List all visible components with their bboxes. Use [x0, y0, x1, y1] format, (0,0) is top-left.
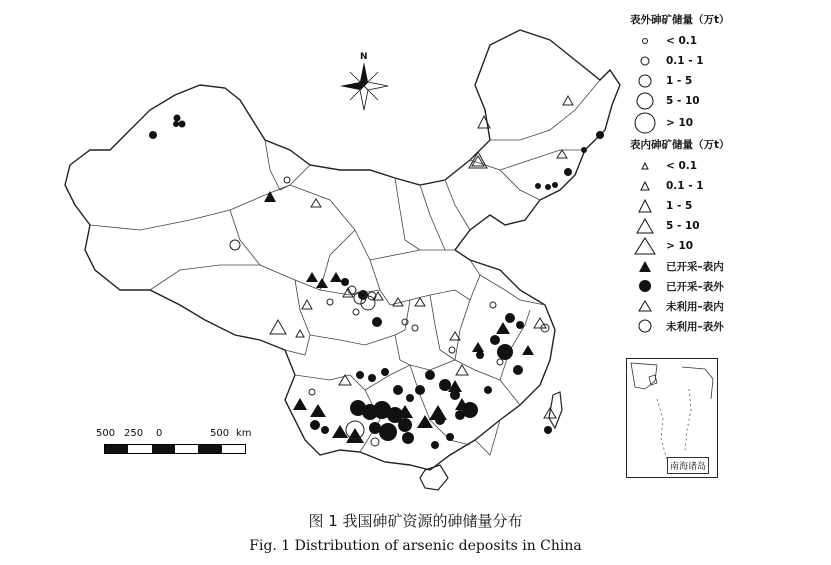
legend-label: 已开采–表内 — [666, 260, 724, 273]
filled-circle-icon — [630, 276, 660, 296]
legend-row — [630, 216, 820, 236]
south-china-sea-inset — [626, 358, 718, 478]
deposits-mined-outside — [149, 115, 604, 450]
legend-row — [630, 296, 820, 316]
legend-label: 已开采–表外 — [666, 280, 724, 293]
legend-label: > 10 — [666, 240, 694, 252]
triangle-symbol-icon — [630, 176, 660, 196]
legend-row — [630, 111, 820, 135]
north-label: N — [360, 52, 368, 62]
deposits-mined-inside — [264, 191, 534, 443]
legend-label: 0.1 - 1 — [666, 180, 704, 192]
figure-caption-en: Fig. 1 Distribution of arsenic deposits in China — [249, 538, 582, 554]
legend-inside-title: 表内砷矿储量（万t） — [630, 139, 730, 151]
legend-label: 未利用–表内 — [666, 300, 724, 313]
scale-unit: km — [236, 428, 252, 439]
legend-label: 1 - 5 — [666, 75, 693, 87]
legend-row — [630, 91, 820, 111]
legend-label: 5 - 10 — [666, 95, 700, 107]
open-circle-icon — [630, 316, 660, 336]
circle-symbol-icon — [630, 91, 660, 111]
legend-label: 5 - 10 — [666, 220, 700, 232]
triangle-symbol-icon — [630, 216, 660, 236]
country-outline — [65, 30, 620, 470]
legend-label: < 0.1 — [666, 160, 698, 172]
circle-symbol-icon — [630, 71, 660, 91]
circle-symbol-icon — [630, 113, 660, 133]
circle-symbol-icon — [630, 31, 660, 51]
legend-row — [630, 196, 820, 216]
triangle-symbol-icon — [630, 236, 660, 256]
scale-label: 0 — [156, 428, 163, 439]
legend-row — [630, 276, 820, 296]
legend-outside-title: 表外砷矿储量（万t） — [630, 14, 730, 26]
scale-label: 500 — [96, 428, 116, 439]
legend-row — [630, 156, 820, 176]
triangle-symbol-icon — [630, 156, 660, 176]
triangle-symbol-icon — [630, 196, 660, 216]
circle-symbol-icon — [630, 51, 660, 71]
legend-row — [630, 176, 820, 196]
legend-row — [630, 51, 820, 71]
scale-bar — [96, 428, 256, 458]
filled-triangle-icon — [630, 256, 660, 276]
legend-label: < 0.1 — [666, 35, 698, 47]
legend-label: 0.1 - 1 — [666, 55, 704, 67]
legend-row — [630, 31, 820, 51]
map-legend — [630, 12, 820, 336]
legend-label: 未利用–表外 — [666, 320, 724, 333]
open-triangle-icon — [630, 296, 660, 316]
scale-bar-graphic — [104, 444, 246, 454]
inset-label: 南海诸岛 — [667, 457, 709, 474]
figure-caption-cn: 图 1 我国砷矿资源的砷储量分布 — [308, 512, 523, 530]
legend-label: 1 - 5 — [666, 200, 693, 212]
north-arrow-icon — [340, 62, 388, 110]
legend-row — [630, 256, 820, 276]
deposits-unused-inside — [270, 96, 573, 418]
legend-label: > 10 — [666, 117, 694, 129]
legend-row — [630, 236, 820, 256]
legend-row — [630, 71, 820, 91]
legend-row — [630, 316, 820, 336]
province-boundaries — [90, 80, 600, 455]
scale-label: 250 — [124, 428, 144, 439]
scale-label: 500 — [210, 428, 230, 439]
